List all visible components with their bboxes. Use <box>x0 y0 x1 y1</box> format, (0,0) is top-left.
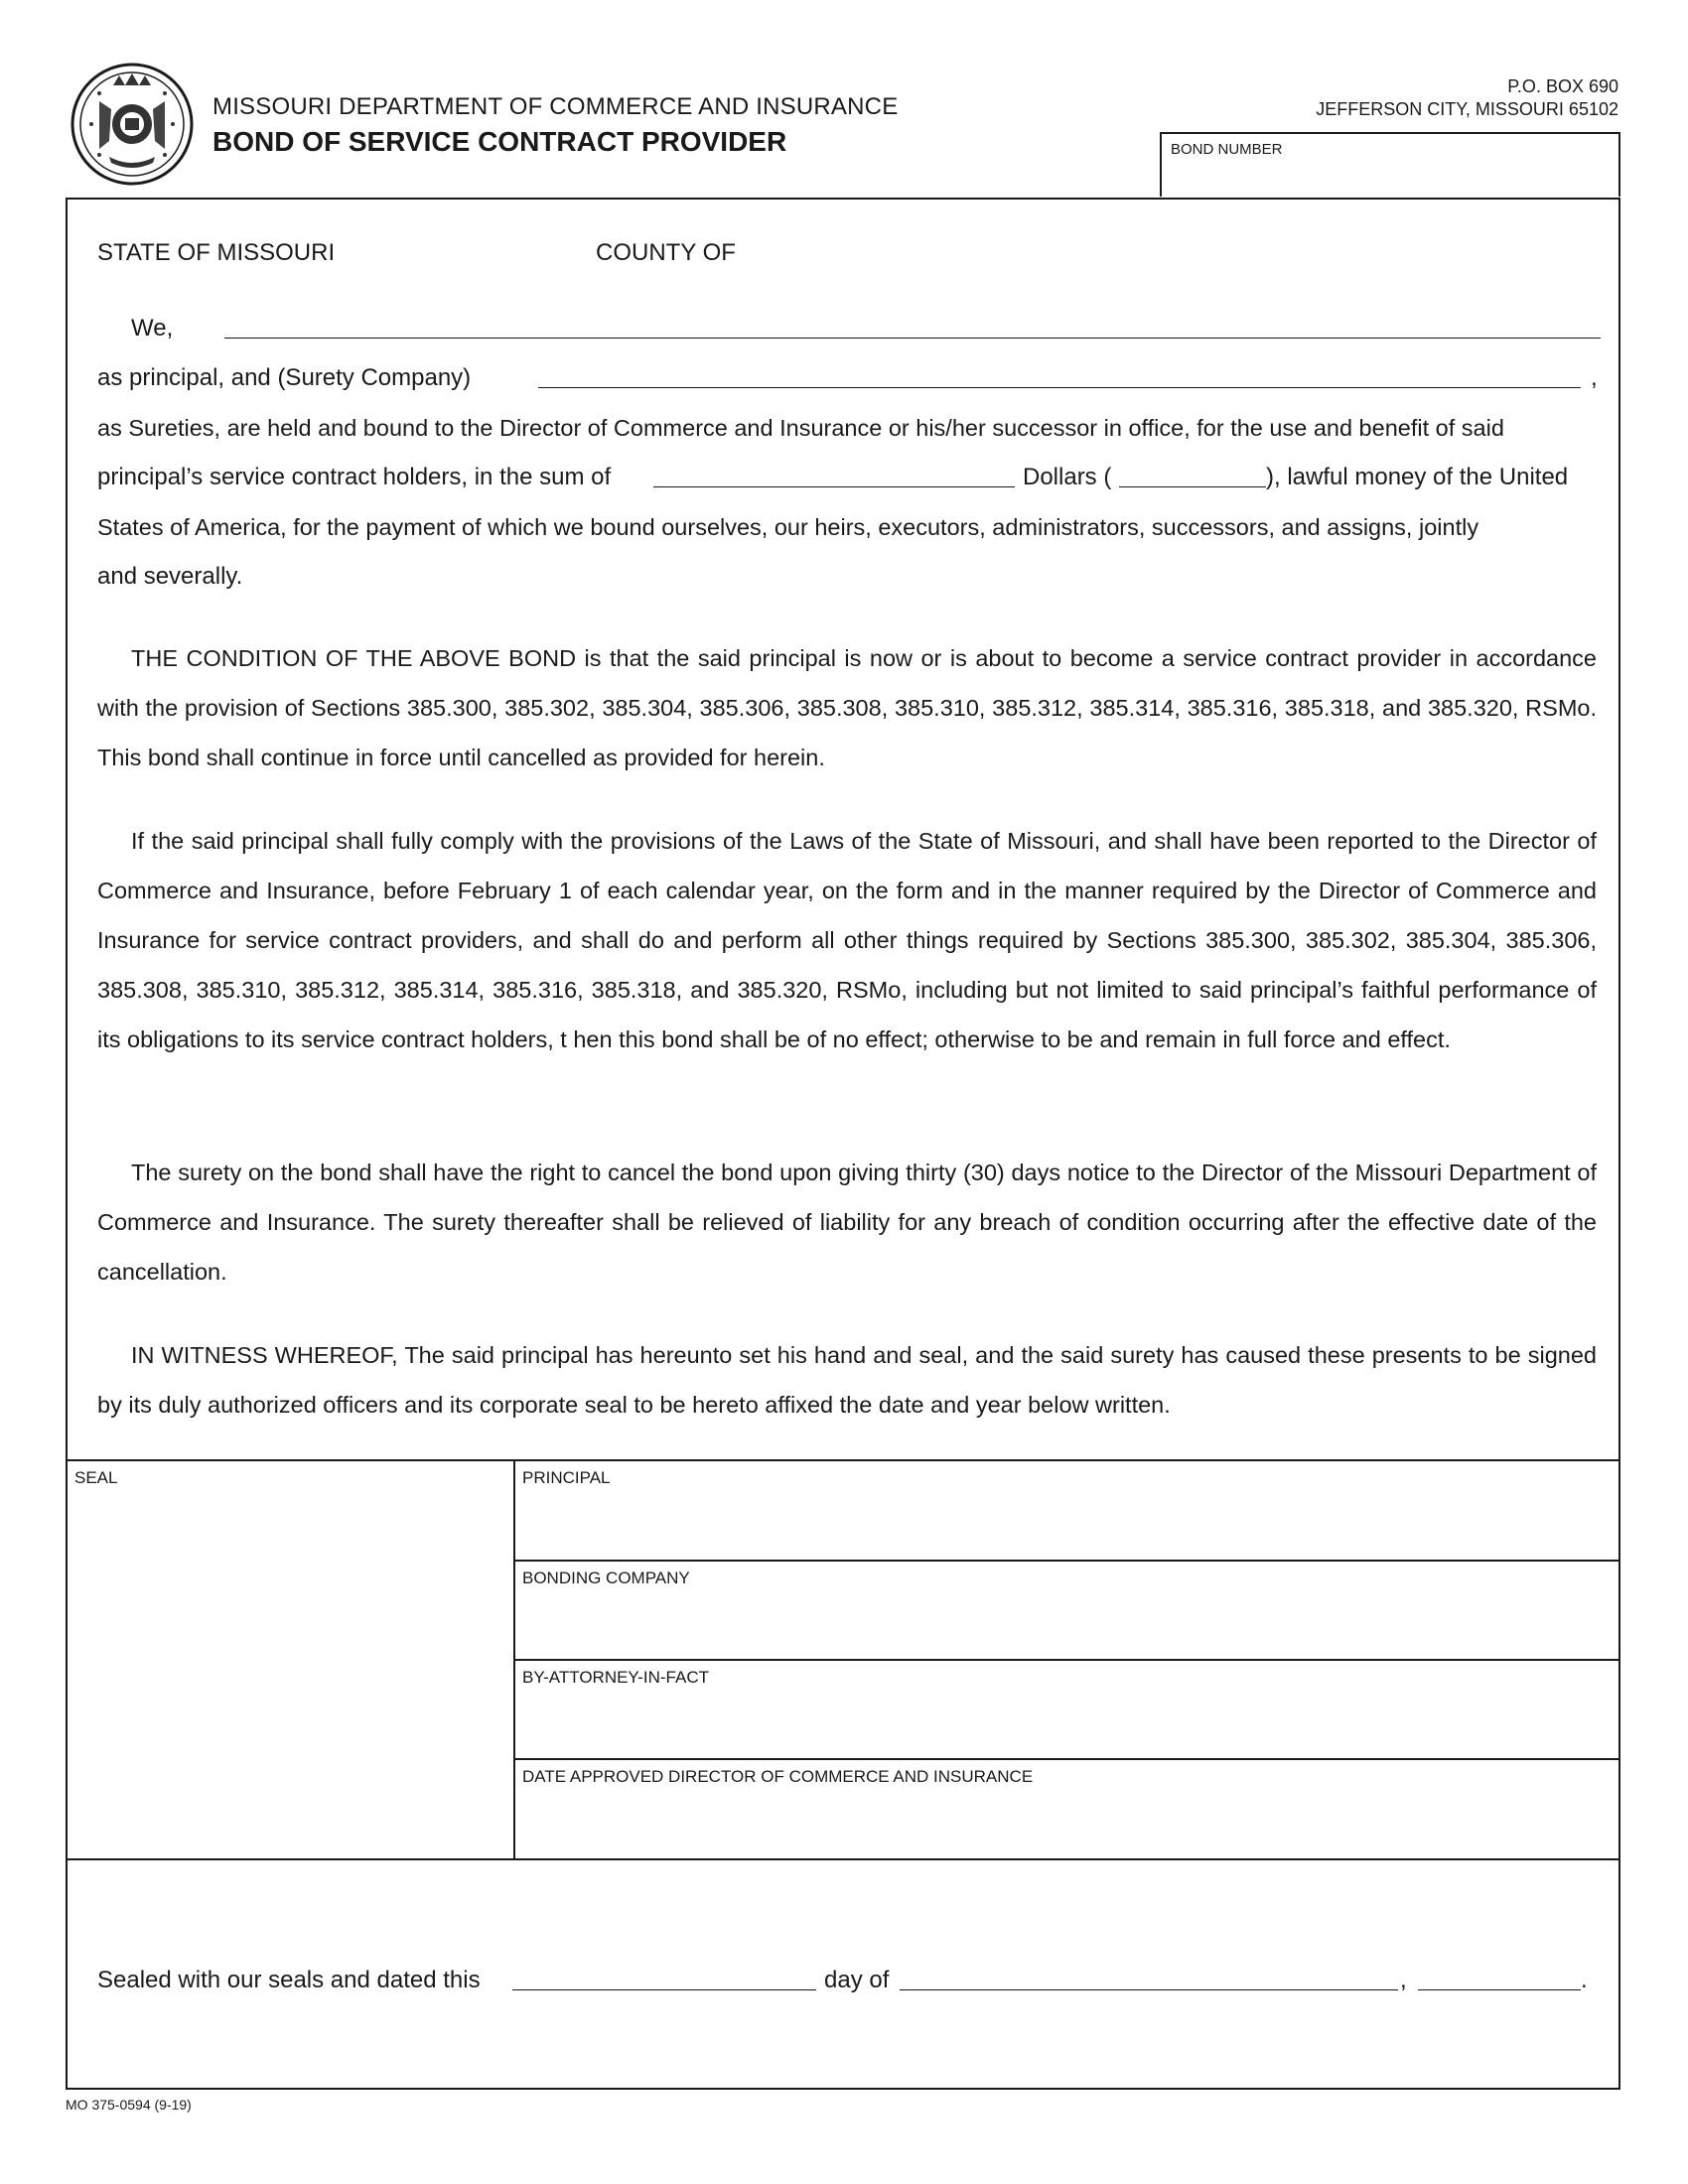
we-label: We, <box>131 315 174 341</box>
dollars-close: ), lawful money of the United <box>1266 464 1569 490</box>
cancel-paragraph <box>97 1148 1597 1297</box>
payment-text: States of America, for the payment of which we bound ourselves, our heirs, executors, administrators, successors, and assigns, jointly <box>97 514 1479 540</box>
period: . <box>1581 1967 1588 1993</box>
attorney-in-fact-field[interactable] <box>515 1661 1618 1758</box>
sum-amount-line[interactable] <box>1119 486 1266 487</box>
bond-number-field[interactable] <box>1160 132 1620 197</box>
witness-paragraph <box>97 1330 1597 1430</box>
state-label: STATE OF MISSOURI <box>97 239 336 266</box>
divider <box>66 1858 1620 1860</box>
department-name: MISSOURI DEPARTMENT OF COMMERCE AND INSURANCE <box>212 93 899 120</box>
seal-label: SEAL <box>74 1468 118 1487</box>
sum-label: principal’s service contract holders, in the sum of <box>97 464 612 490</box>
comma: , <box>1591 364 1598 391</box>
sureties-text: as Sureties, are held and bound to the Director of Commerce and Insurance or his/her successor in office, for the use and benefit of said <box>97 415 1504 441</box>
bonding-company-label: BONDING COMPANY <box>522 1569 690 1587</box>
bond-number-label: BOND NUMBER <box>1171 141 1283 158</box>
day-of-label: day of <box>824 1967 890 1993</box>
condition-text: THE CONDITION OF THE ABOVE BOND is that the said principal is now or is about to become a service contract provider in accordance with the provision of Sections 385.300, 385.302, 385.304, 385.306, 385.308, 385.310, 385.312, 385.314, 385.316, 385.318, and 385.320, RSMo. This bond shall continue in force until cancelled as provided for herein. <box>97 645 1597 770</box>
witness-text: IN WITNESS WHEREOF, The said principal has hereunto set his hand and seal, and the said surety has caused these presents to be signed by its duly authorized officers and its corporate seal to be hereto affixed the date and year below written. <box>97 1342 1597 1418</box>
date-approved-label: DATE APPROVED DIRECTOR OF COMMERCE AND INSURANCE <box>522 1767 1034 1786</box>
principal-signature-field[interactable] <box>515 1461 1618 1560</box>
comply-paragraph <box>97 816 1597 1064</box>
address-line: P.O. BOX 690 <box>1507 76 1618 96</box>
principal-surety-label: as principal, and (Surety Company) <box>97 364 472 391</box>
cancel-text: The surety on the bond shall have the right to cancel the bond upon giving thirty (30) days notice to the Director of the Missouri Department of Commerce and Insurance. The surety thereafter shall be relieved of liability for any breach of condition occurring after the effective date of the cancellation. <box>97 1160 1597 1285</box>
attorney-in-fact-label: BY-ATTORNEY-IN-FACT <box>522 1668 709 1687</box>
year-line[interactable] <box>1418 1989 1581 1990</box>
principal-name-line[interactable] <box>224 338 1601 339</box>
surety-company-line[interactable] <box>538 387 1581 388</box>
principal-label: PRINCIPAL <box>522 1468 611 1487</box>
comply-text: If the said principal shall fully comply with the provisions of the Laws of the State of Missouri, and shall have been reported to the Director of Commerce and Insurance, before February 1 of each calendar year, on the form and in the manner required by the Director of Commerce and Insurance for service contract providers, and shall do and perform all other things required by Sections 385.300, 385.302, 385.304, 385.306, 385.308, 385.310, 385.312, 385.314, 385.316, 385.318, and 385.320, RSMo, including but not limited to said principal’s faithful performance of its obligations to its service contract holders, t hen this bond shall be of no effect; otherwise to be and remain in full force and effect. <box>97 828 1597 1052</box>
dollars-open: Dollars ( <box>1023 464 1112 490</box>
mailing-address <box>1316 75 1618 121</box>
bonding-company-field[interactable] <box>515 1562 1618 1659</box>
severally-text: and severally. <box>97 563 243 590</box>
seal-area[interactable] <box>68 1461 513 1858</box>
form-title: BOND OF SERVICE CONTRACT PROVIDER <box>212 126 787 157</box>
day-line[interactable] <box>512 1989 816 1990</box>
condition-paragraph <box>97 633 1597 782</box>
month-line[interactable] <box>900 1989 1398 1990</box>
form-number: MO 375-0594 (9-19) <box>66 2097 192 2113</box>
comma: , <box>1400 1967 1407 1993</box>
date-approved-field[interactable] <box>515 1760 1618 1858</box>
sealed-label: Sealed with our seals and dated this <box>97 1967 481 1993</box>
county-label: COUNTY OF <box>596 239 736 266</box>
sum-words-line[interactable] <box>653 486 1015 487</box>
address-line: JEFFERSON CITY, MISSOURI 65102 <box>1316 99 1618 119</box>
missouri-state-seal-icon <box>70 62 195 187</box>
